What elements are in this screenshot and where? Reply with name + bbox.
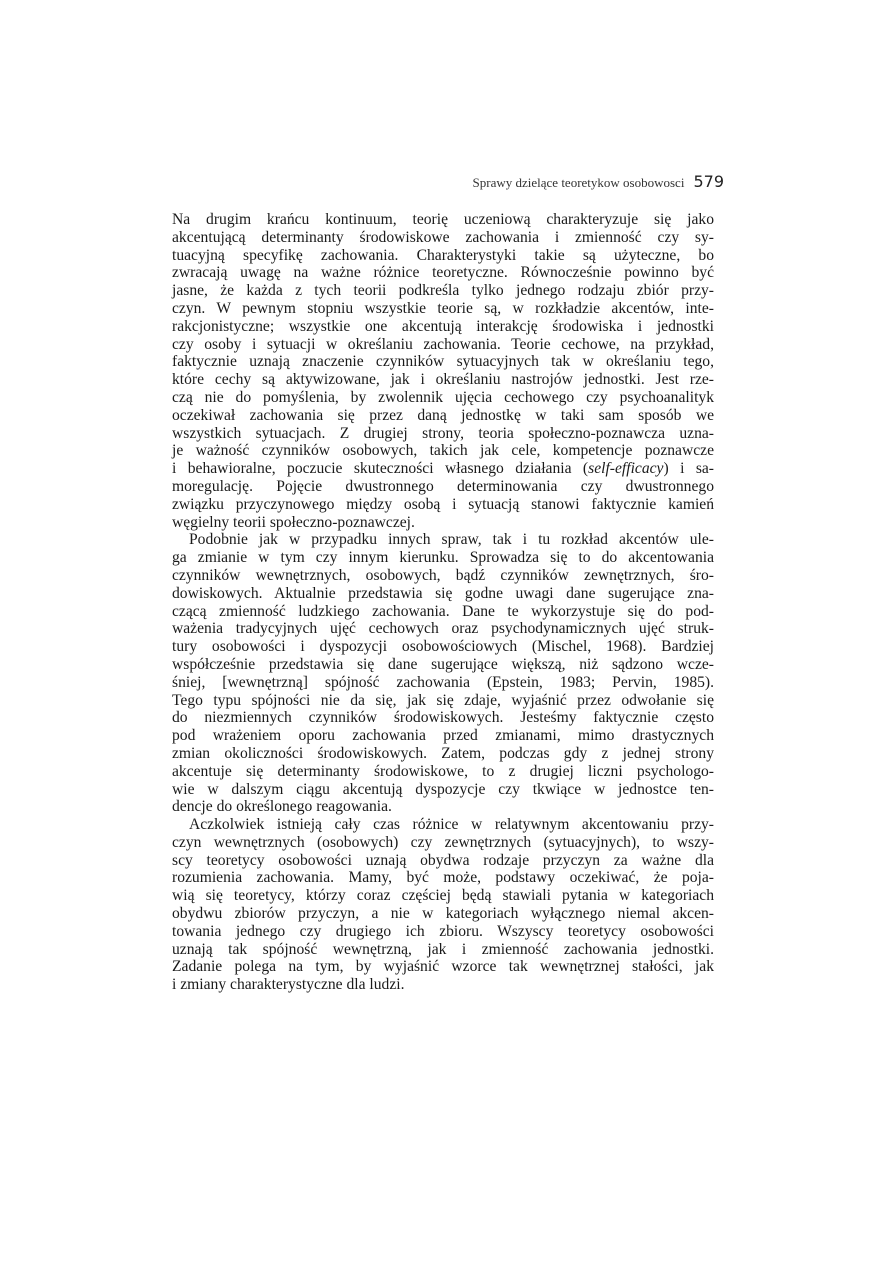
text-line: moregulację. Pojęcie dwustronnego determinowania czy dwustronnego xyxy=(172,477,714,495)
text-line: dowiskowych. Aktualnie przedstawia się godne uwagi dane sugerujące zna- xyxy=(172,584,714,602)
text-line: Zadanie polega na tym, by wyjaśnić wzorce tak wewnętrznej stałości, jak xyxy=(172,958,714,976)
text-line xyxy=(172,460,714,478)
text-line: czynników wewnętrznych, osobowych, bądź czynników zewnętrznych, śro- xyxy=(172,566,714,584)
text-line: do niezmiennych czynników środowiskowych. Jesteśmy faktycznie często xyxy=(172,709,714,727)
text-line: węgielny teorii społeczno-poznawczej. xyxy=(172,513,415,531)
text-line: które cechy są aktywizowane, jak i określaniu nastrojów jednostki. Jest rze- xyxy=(172,371,714,389)
text-line: pod wrażeniem oporu zachowania przed zmianami, mimo drastycznych xyxy=(172,727,714,745)
text-line: wią się teoretycy, którzy coraz częściej będą stawiali pytania w kategoriach xyxy=(172,887,714,905)
text-line: scy teoretycy osobowości uznają obydwa rodzaje przyczyn za ważne dla xyxy=(172,851,714,869)
text-line: Na drugim krańcu kontinuum, teorię uczeniową charakteryzuje się jako xyxy=(172,211,714,228)
text-line: jasne, że każda z tych teorii podkreśla tylko jednego rodzaju zbiór przy- xyxy=(172,282,714,300)
page-number: 579 xyxy=(693,172,724,191)
running-head: Sprawy dzielące teoretykow osobowosci xyxy=(472,175,685,190)
text-line: oczekiwał zachowania się przez daną jednostkę w taki sam sposób we xyxy=(172,406,714,424)
text-line: zmian okoliczności środowiskowych. Zatem, podczas gdy z jednej strony xyxy=(172,744,714,762)
text-line: je ważność czynników osobowych, takich jak cele, kompetencje poznawcze xyxy=(172,442,714,460)
text-line: faktycznie uznają znaczenie czynników sytuacyjnych tak w określaniu tego, xyxy=(172,353,714,371)
text-line: Podobnie jak w przypadku innych spraw, tak i tu rozkład akcentów ule- xyxy=(189,531,714,549)
text-line: rakcjonistyczne; wszystkie one akcentują interakcję środowiska i jednostki xyxy=(172,317,714,335)
text-line: śniej, [wewnętrzną] spójność zachowania (Epstein, 1983; Pervin, 1985). xyxy=(172,673,714,691)
paragraph xyxy=(172,816,714,994)
text-line: akcentującą determinanty środowiskowe zachowania i zmienność czy sy- xyxy=(172,228,714,246)
text-line: rozumienia zachowania. Mamy, być może, podstawy oczekiwać, że poja- xyxy=(172,869,714,887)
text-line: czą nie do pomyślenia, by zwolennik ujęcia cechowego czy psychoanalityk xyxy=(172,388,714,406)
text-line: związku przyczynowego między osobą i sytuacją stanowi faktycznie kamień xyxy=(172,495,714,513)
text-line: czyn. W pewnym stopniu wszystkie teorie są, w rozkładzie akcentów, inte- xyxy=(172,299,714,317)
text-line: ważenia tradycyjnych ujęć cechowych oraz psychodynamicznych ujęć struk- xyxy=(172,620,714,638)
page-header xyxy=(473,172,724,191)
paragraph xyxy=(172,531,714,816)
paragraph xyxy=(172,211,714,531)
text-segment: i behawioralne, poczucie skuteczności własnego działania ( xyxy=(172,460,589,478)
text-line: zwracają uwagę na ważne różnice teoretyczne. Równocześnie powinno być xyxy=(172,264,714,282)
text-line: czącą zmienność ludzkiego zachowania. Dane te wykorzystuje się do pod- xyxy=(172,602,714,620)
text-line: Aczkolwiek istnieją cały czas różnice w relatywnym akcentowaniu przy- xyxy=(189,816,714,834)
text-line: czy osoby i sytuacji w określaniu zachowania. Teorie cechowe, na przykład, xyxy=(172,335,714,353)
text-line: dencje do określonego reagowania. xyxy=(172,798,392,816)
body-text xyxy=(172,211,714,994)
text-line: wie w dalszym ciągu akcentują dyspozycje czy tkwiące w jednostce ten- xyxy=(172,780,714,798)
text-line: tuacyjną specyfikę zachowania. Charakterystyki takie są użyteczne, bo xyxy=(172,246,714,264)
text-line: towania jednego czy drugiego ich zbioru. Wszyscy teoretycy osobowości xyxy=(172,922,714,940)
text-line: czyn wewnętrznych (osobowych) czy zewnętrznych (sytuacyjnych), to wszy- xyxy=(172,833,714,851)
text-line: współcześnie przedstawia się dane sugerujące większą, niż sądzono wcze- xyxy=(172,655,714,673)
text-line: tury osobowości i dyspozycji osobowościowych (Mischel, 1968). Bardziej xyxy=(172,638,714,656)
text-line: wszystkich sytuacjach. Z drugiej strony, teoria społeczno-poznawcza uzna- xyxy=(172,424,714,442)
text-line: i zmiany charakterystyczne dla ludzi. xyxy=(172,976,405,994)
text-segment: ) i sa- xyxy=(663,460,714,478)
text-line: uznają tak spójność wewnętrzną, jak i zmienność zachowania jednostki. xyxy=(172,940,714,958)
text-line: ga zmianie w tym czy innym kierunku. Sprowadza się to do akcentowania xyxy=(172,549,714,567)
text-line: obydwu zbiorów przyczyn, a nie w kategoriach wyłącznego niemal akcen- xyxy=(172,905,714,923)
italic-term: self-efficacy xyxy=(588,460,664,478)
text-line: akcentuje się determinanty środowiskowe, to z drugiej liczni psychologo- xyxy=(172,762,714,780)
text-line: Tego typu spójności nie da się, jak się zdaje, wyjaśnić przez odwołanie się xyxy=(172,691,714,709)
